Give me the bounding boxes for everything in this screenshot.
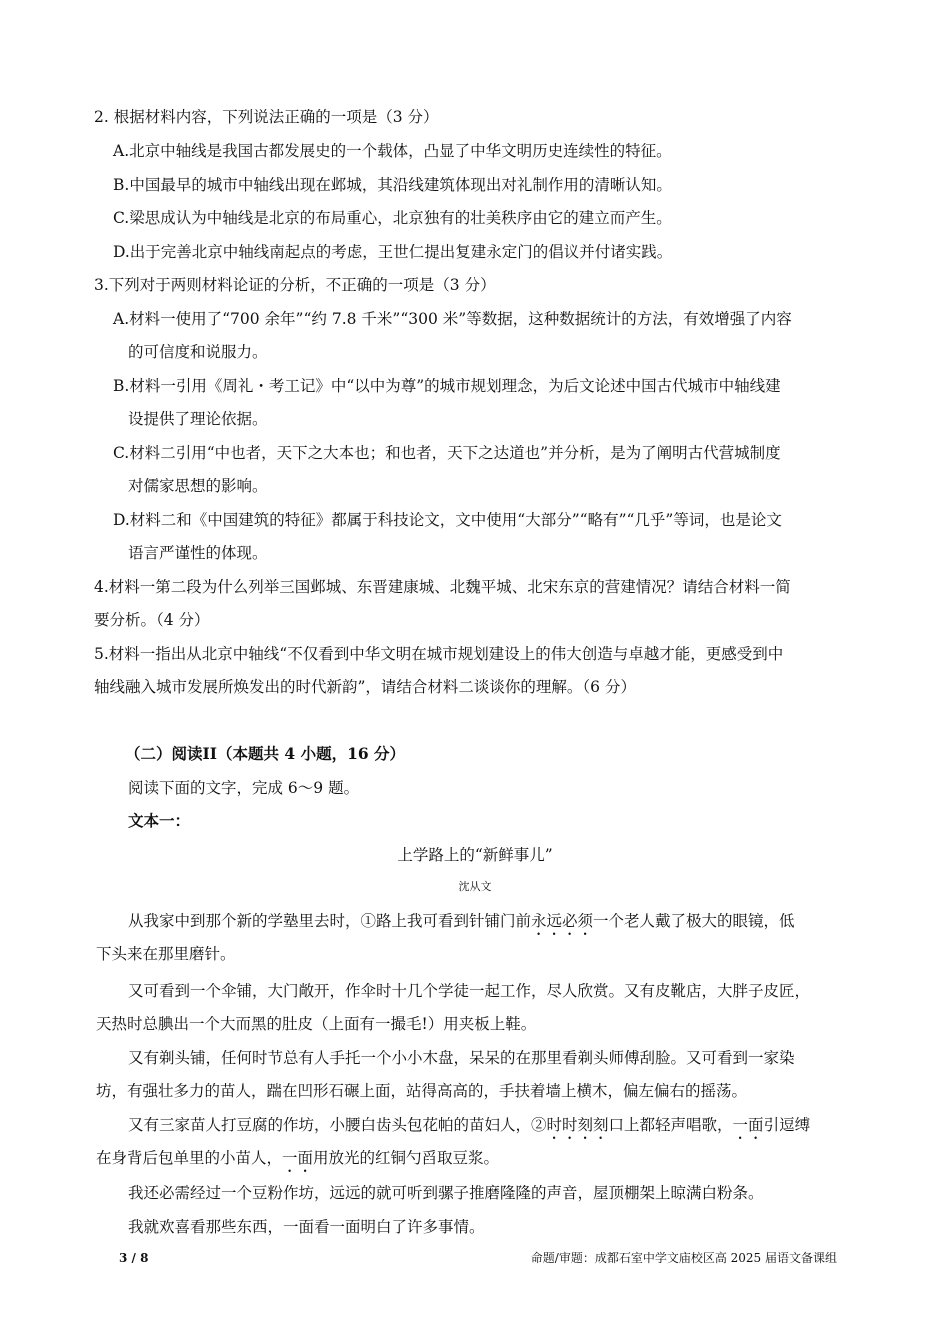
article-paragraph-3: 又有剃头铺，任何时节总有人手托一个小小木盘，呆呆的在那里看剃头师傅刮脸。又可看到一家染 [128, 1049, 795, 1067]
question-3-option-b: B.材料一引用《周礼・考工记》中“以中为尊”的城市规划理念，为后文论述中国古代城市中轴线建 [113, 377, 781, 395]
text-one-label: 文本一： [128, 811, 191, 830]
question-3-stem: 3.下列对于两则材料论证的分析，不正确的一项是（3 分） [94, 276, 496, 294]
question-3-option-c-cont: 对儒家思想的影响。 [128, 477, 268, 495]
question-2-option-a: A.北京中轴线是我国古都发展史的一个载体，凸显了中华文明历史连续性的特征。 [113, 142, 672, 160]
question-5-line-1: 5.材料一指出从北京中轴线“不仅看到中华文明在城市规划建设上的伟大创造与卓越才能，更感受到中 [94, 645, 784, 663]
paragraph-1-text-a: 从我家中到那个新的学塾里去时，①路上我可看到针铺门前 [128, 912, 532, 930]
section-2-heading: （二）阅读II（本题共 4 小题，16 分） [125, 744, 406, 763]
article-paragraph-5: 我还必需经过一个豆粉作坊，远远的就可听到骡子推磨隆隆的声音，屋顶棚架上晾满白粉条。 [128, 1184, 764, 1202]
paragraph-4-text-b: 口上都轻声唱歌， [608, 1116, 733, 1134]
article-title: 上学路上的“新鲜事儿” [397, 846, 553, 864]
question-4-line-2: 要分析。（4 分） [94, 611, 210, 629]
paragraph-4-text-a: 又有三家苗人打豆腐的作坊，小腰白齿头包花帕的苗妇人，② [128, 1116, 547, 1134]
footer-credit: 命题/审题：成都石室中学文庙校区高 2025 届语文备课组 [530, 1251, 837, 1265]
article-paragraph-2: 又可看到一个伞铺，大门敞开，作伞时十几个学徒一起工作，尽人欣赏。又有皮靴店，大胖子皮匠， [128, 982, 811, 1000]
question-2-option-b: B.中国最早的城市中轴线出现在邺城，其沿线建筑体现出对礼制作用的清晰认知。 [113, 176, 672, 194]
section-2-instruction: 阅读下面的文字，完成 6～9 题。 [128, 779, 360, 797]
question-3-option-a-cont: 的可信度和说服力。 [128, 343, 268, 361]
paragraph-4-text-c: 引逗缚 [763, 1116, 811, 1134]
article-paragraph-4-cont [96, 1148, 499, 1176]
article-paragraph-1-cont: 下头来在那里磨针。 [96, 945, 236, 963]
paragraph-1-text-b: 一个老人戴了极大的眼镜，低 [593, 912, 795, 930]
question-3-option-d: D.材料二和《中国建筑的特征》都属于科技论文，文中使用“大部分”“略有”“几乎”等词，也是论文 [113, 511, 782, 529]
article-paragraph-3-cont: 坊，有强壮多力的苗人，踹在凹形石碾上面，站得高高的，手扶着墙上横木，偏左偏右的摇荡。 [96, 1082, 748, 1100]
question-2-option-c: C.梁思成认为中轴线是北京的布局重心，北京独有的壮美秩序由它的建立而产生。 [113, 209, 672, 227]
question-3-option-a: A.材料一使用了“700 余年”“约 7.8 千米”“300 米”等数据，这种数据统计的方法，有效增强了内容 [113, 310, 792, 328]
article-paragraph-4 [128, 1115, 810, 1143]
paragraph-1-emphasis: 永远必须 [531, 912, 594, 930]
article-paragraph-1 [128, 911, 795, 939]
question-4-line-1: 4.材料一第二段为什么列举三国邺城、东晋建康城、北魏平城、北宋东京的营建情况？请结合材料一简 [94, 578, 791, 596]
question-3-option-c: C.材料二引用“中也者，天下之大本也；和也者，天下之达道也”并分析，是为了阐明古代营城制度 [113, 444, 781, 462]
paragraph-4-text-e: 用放光的红铜勺舀取豆浆。 [313, 1149, 500, 1167]
paragraph-4-emphasis-2: 一面 [732, 1116, 764, 1134]
question-5-line-2: 轴线融入城市发展所焕发出的时代新韵”，请结合材料二谈谈你的理解。（6 分） [94, 678, 636, 696]
question-3-option-b-cont: 设提供了理论依据。 [128, 410, 268, 428]
page-number: 3 / 8 [119, 1251, 149, 1265]
article-paragraph-2-cont: 天热时总腆出一个大而黑的肚皮（上面有一撮毛!）用夹板上鞋。 [96, 1015, 537, 1033]
question-2-option-d: D.出于完善北京中轴线南起点的考虑，王世仁提出复建永定门的倡议并付诸实践。 [113, 243, 673, 261]
paragraph-4-text-d: 在身背后包单里的小苗人， [96, 1149, 283, 1167]
question-3-option-d-cont: 语言严谨性的体现。 [128, 544, 268, 562]
article-author: 沈从文 [458, 880, 492, 893]
paragraph-4-emphasis-1: 时时刻刻 [546, 1116, 609, 1134]
question-2-stem: 2. 根据材料内容，下列说法正确的一项是（3 分） [94, 108, 439, 126]
paragraph-4-emphasis-3: 一面 [282, 1149, 314, 1167]
article-paragraph-6: 我就欢喜看那些东西，一面看一面明白了许多事情。 [128, 1218, 485, 1236]
